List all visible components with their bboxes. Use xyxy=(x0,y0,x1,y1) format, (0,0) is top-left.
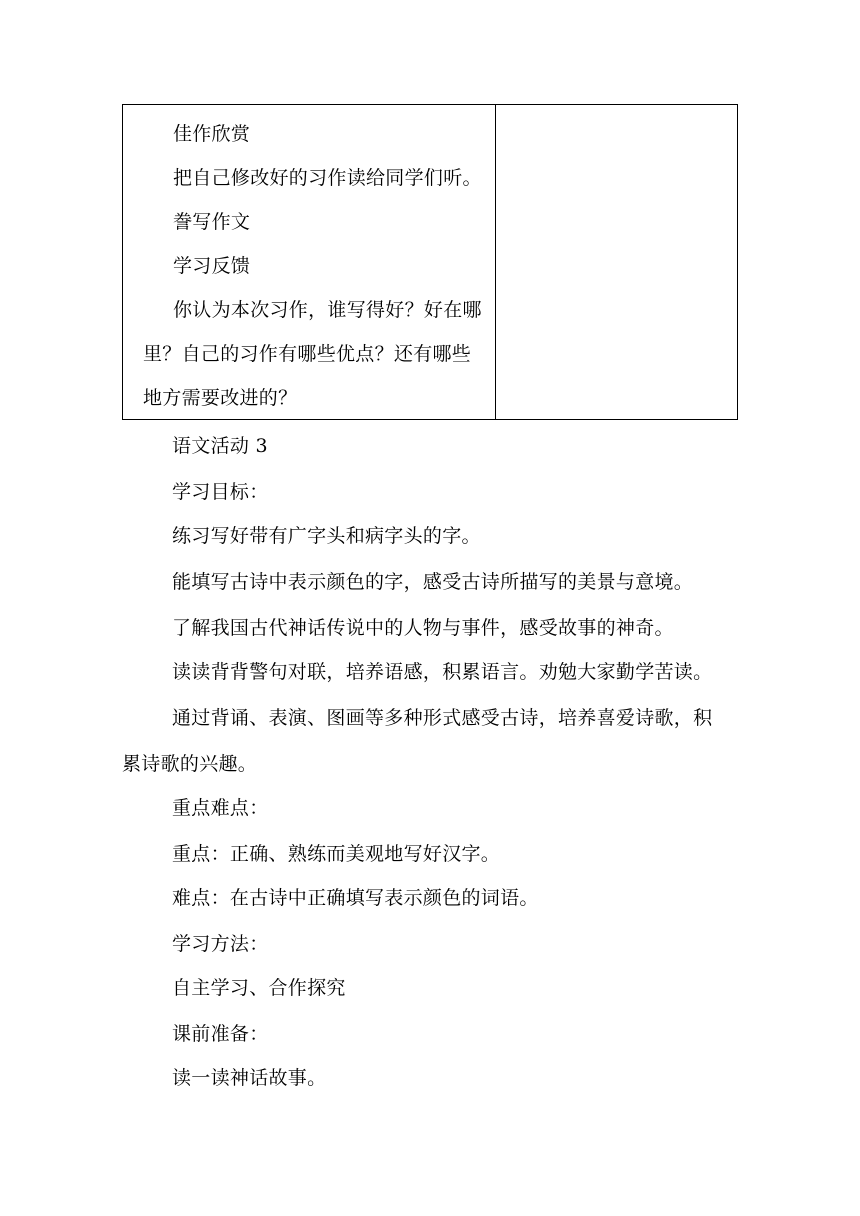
key-points-heading: 重点难点： xyxy=(172,797,269,819)
goal-item-1: 练习写好带有广字头和病字头的字。 xyxy=(172,525,481,547)
section-title: 语文活动 3 xyxy=(172,435,268,457)
methods-item: 自主学习、合作探究 xyxy=(172,977,346,999)
goals-heading: 学习目标： xyxy=(172,481,269,503)
table-line-copy-essay-heading: 誊写作文 xyxy=(173,211,251,233)
goal-item-4: 读读背背警句对联，培养语感，积累语言。劝勉大家勤学苦读。 xyxy=(172,661,713,683)
goal-item-5-line-2: 累诗歌的兴趣。 xyxy=(122,753,258,775)
table-right-cell xyxy=(496,105,737,419)
goal-item-3: 了解我国古代神话传说中的人物与事件，感受故事的神奇。 xyxy=(172,617,674,639)
table-line-feedback-question-3: 地方需要改进的？ xyxy=(143,387,298,409)
preparation-item: 读一读神话故事。 xyxy=(172,1067,327,1089)
methods-heading: 学习方法： xyxy=(172,933,269,955)
preparation-heading: 课前准备： xyxy=(172,1023,269,1045)
key-point-item: 重点：正确、熟练而美观地写好汉字。 xyxy=(172,843,501,865)
goal-item-5-line-1: 通过背诵、表演、图画等多种形式感受古诗，培养喜爱诗歌，积 xyxy=(172,707,713,729)
table-line-feedback-question-1: 你认为本次习作，谁写得好？好在哪 xyxy=(173,299,482,321)
table-line-appreciation-heading: 佳作欣赏 xyxy=(173,123,251,145)
table-line-feedback-heading: 学习反馈 xyxy=(173,255,251,277)
lesson-table xyxy=(122,104,738,420)
table-line-feedback-question-2: 里？自己的习作有哪些优点？还有哪些 xyxy=(143,343,472,365)
goal-item-2: 能填写古诗中表示颜色的字，感受古诗所描写的美景与意境。 xyxy=(172,571,694,593)
difficulty-item: 难点：在古诗中正确填写表示颜色的词语。 xyxy=(172,887,539,909)
table-line-read-aloud: 把自己修改好的习作读给同学们听。 xyxy=(173,167,482,189)
table-left-cell xyxy=(123,105,495,419)
